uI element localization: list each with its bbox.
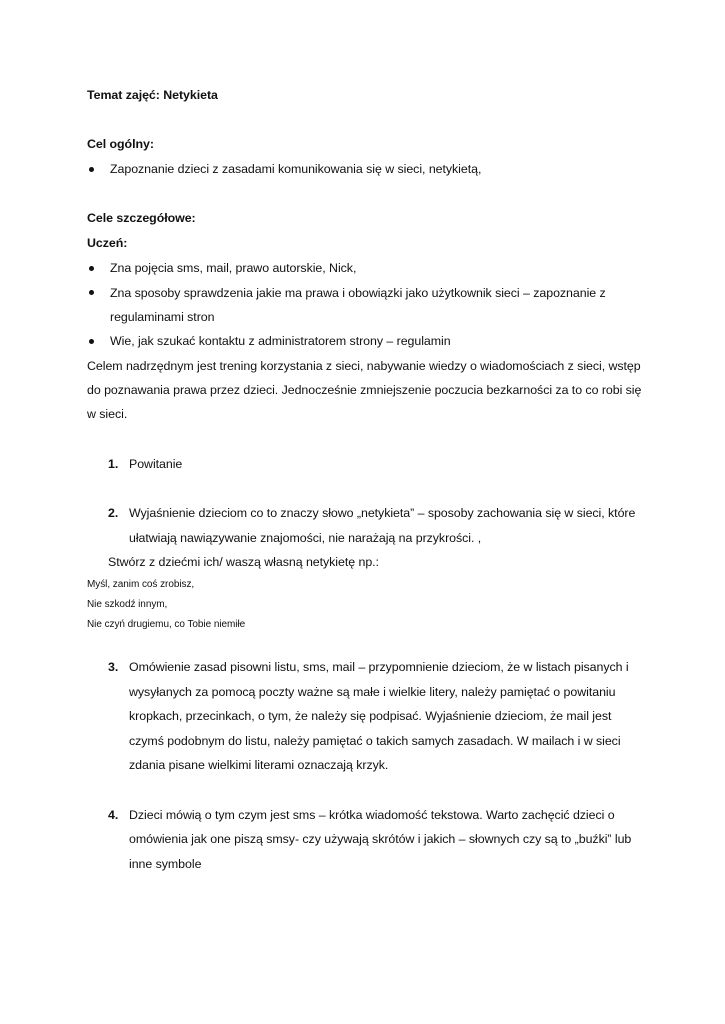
step-text: Wyjaśnienie dzieciom co to znaczy słowo „netykieta” – sposoby zachowania się w sieci, które [129, 506, 636, 520]
specific-goals-heading: Cele szczegółowe: [87, 211, 196, 225]
specific-goal-item-continued: regulaminami stron [110, 310, 215, 324]
netiquette-example: Myśl, zanim coś zrobisz, [87, 579, 195, 590]
intro-paragraph-line: w sieci. [87, 407, 128, 421]
specific-goal-item: Zna pojęcia sms, mail, prawo autorskie, Nick, [110, 261, 357, 275]
bullet-icon [89, 339, 94, 344]
bullet-icon [89, 290, 94, 295]
general-goal-item: Zapoznanie dzieci z zasadami komunikowania się w sieci, netykietą, [110, 162, 482, 176]
student-subheading: Uczeń: [87, 236, 128, 250]
bullet-icon [89, 266, 94, 271]
step-text: zdania pisane wielkimi literami oznaczają krzyk. [129, 758, 389, 772]
step-text: Dzieci mówią o tym czym jest sms – krótka wiadomość tekstowa. Warto zachęcić dzieci o [129, 808, 615, 822]
lesson-title: Temat zajęć: Netykieta [87, 88, 218, 102]
step-text: czymś podobnym do listu, należy pamiętać o takich samych zasadach. W mailach i w sieci [129, 734, 621, 748]
bullet-icon [89, 167, 94, 172]
intro-paragraph-line: do poznawania prawa przez dzieci. Jednocześnie zmniejszenie poczucia bezkarności za to co robi się [87, 383, 642, 397]
step-number: 4. [108, 808, 119, 822]
netiquette-example: Nie czyń drugiemu, co Tobie niemiłe [87, 619, 246, 630]
netiquette-example: Nie szkodź innym, [87, 599, 168, 610]
general-goal-heading: Cel ogólny: [87, 137, 154, 151]
step-number: 2. [108, 506, 119, 520]
step-text: ułatwiają nawiązywanie znajomości, nie narażają na przykrości. , [129, 531, 482, 545]
intro-paragraph-line: Celem nadrzędnym jest trening korzystania z sieci, nabywanie wiedzy o wiadomościach z sieci, wstęp [87, 359, 641, 373]
step-text: inne symbole [129, 857, 202, 871]
step-extra-text: Stwórz z dziećmi ich/ waszą własną netykietę np.: [108, 555, 379, 569]
step-text: omówienia jak one piszą smsy- czy używają skrótów i jakich – słownych czy są to „buźki” lub [129, 832, 632, 846]
step-number: 3. [108, 660, 119, 674]
step-number: 1. [108, 457, 119, 471]
specific-goal-item: Zna sposoby sprawdzenia jakie ma prawa i obowiązki jako użytkownik sieci – zapoznanie z [110, 286, 606, 300]
step-text: wysyłanych za pomocą poczty ważne są małe i wielkie litery, należy pamiętać o powitaniu [129, 685, 616, 699]
step-text: Powitanie [129, 457, 183, 471]
step-text: Omówienie zasad pisowni listu, sms, mail – przypomnienie dzieciom, że w listach pisanych i [129, 660, 629, 674]
step-text: kropkach, przecinkach, o tym, że należy się podpisać. Wyjaśnienie dzieciom, że mail jest [129, 709, 612, 723]
specific-goal-item: Wie, jak szukać kontaktu z administratorem strony – regulamin [110, 334, 451, 348]
